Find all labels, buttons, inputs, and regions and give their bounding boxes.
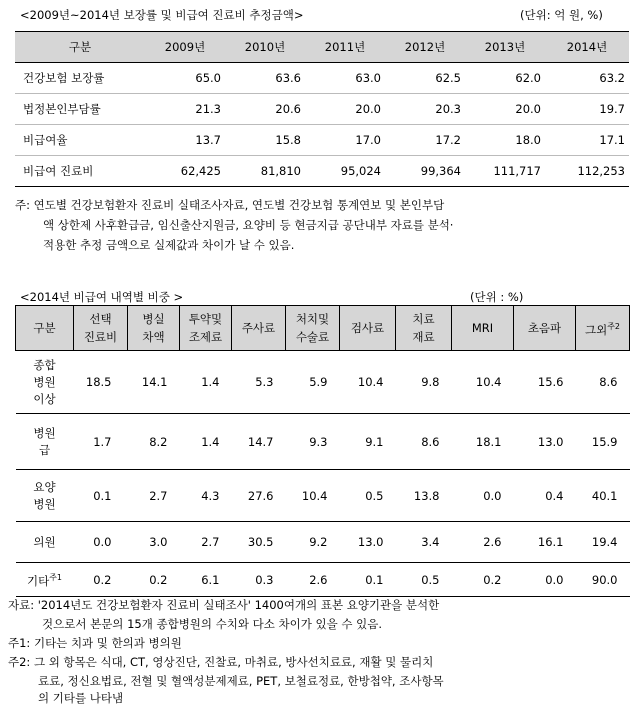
header-cell: 2010년 [225, 32, 305, 63]
header-cell [180, 306, 232, 351]
cell: 5.9 [286, 351, 340, 414]
cell: 20.3 [385, 94, 465, 125]
header-line: 그외 [584, 322, 608, 337]
label-line: 병원 [33, 374, 56, 389]
cell: 0.3 [232, 563, 286, 597]
cell: 13.0 [514, 414, 576, 470]
header-line: 검사료 [350, 321, 385, 335]
cell: 0.2 [74, 563, 128, 597]
header-cell: 구분 [15, 32, 145, 63]
table2-title: <2014년 비급여 내역별 비중 > [20, 290, 184, 304]
cell: 65.0 [145, 63, 225, 94]
header-line: 진료비 [83, 330, 118, 344]
table2-unit: (단위 : %) [470, 290, 524, 304]
header-cell [452, 306, 514, 351]
cell: 10.4 [286, 470, 340, 522]
cell: 2.7 [180, 522, 232, 563]
cell: 19.4 [576, 522, 630, 563]
cell: 18.5 [74, 351, 128, 414]
cell: 20.6 [225, 94, 305, 125]
cell: 95,024 [305, 156, 385, 187]
cell: 8.2 [128, 414, 180, 470]
cell: 0.2 [128, 563, 180, 597]
cell: 1.4 [180, 414, 232, 470]
header-cell: 2011년 [305, 32, 385, 63]
header-line: 구분 [33, 321, 56, 335]
row-label: 비급여 진료비 [15, 156, 145, 187]
header-line: 투약및 [188, 312, 223, 326]
cell: 16.1 [514, 522, 576, 563]
row-label [16, 351, 74, 414]
cell: 18.1 [452, 414, 514, 470]
cell: 15.8 [225, 125, 305, 156]
cell: 14.7 [232, 414, 286, 470]
cell: 1.7 [74, 414, 128, 470]
table2-note-line: 의 기타를 나타냄 [38, 691, 124, 705]
cell: 9.1 [340, 414, 396, 470]
table-row [15, 94, 629, 125]
cell: 15.9 [576, 414, 630, 470]
cell: 81,810 [225, 156, 305, 187]
cell: 112,253 [545, 156, 629, 187]
table1-note-line: 적용한 추정 금액으로 실제값과 차이가 날 수 있음. [43, 238, 295, 252]
label-line: 요양 [33, 479, 56, 494]
cell: 30.5 [232, 522, 286, 563]
header-cell [576, 306, 630, 351]
table1-note-line: 액 상한제 사후환급금, 임신출산지원금, 요양비 등 현금지급 공단내부 자료를 분석· [43, 218, 454, 232]
cell: 27.6 [232, 470, 286, 522]
row-label [16, 470, 74, 522]
cell: 19.7 [545, 94, 629, 125]
table2-note-line: 주2: 그 외 항목은 식대, CT, 영상진단, 진찰료, 마취료, 방사선치료료, 재활 및 물리치 [8, 655, 434, 669]
header-cell [286, 306, 340, 351]
header-cell: 2012년 [385, 32, 465, 63]
cell: 18.0 [465, 125, 545, 156]
row-label: 의원 [16, 522, 74, 563]
cell: 17.2 [385, 125, 465, 156]
row-label [16, 563, 74, 597]
cell: 21.3 [145, 94, 225, 125]
header-cell [340, 306, 396, 351]
cell: 63.6 [225, 63, 305, 94]
table1-unit: (단위: 억 원, %) [520, 8, 603, 22]
table-row [15, 63, 629, 94]
cell: 4.3 [180, 470, 232, 522]
cell: 90.0 [576, 563, 630, 597]
table-row [16, 351, 630, 414]
cell: 20.0 [305, 94, 385, 125]
cell: 6.1 [180, 563, 232, 597]
header-cell: 2009년 [145, 32, 225, 63]
cell: 3.4 [396, 522, 452, 563]
cell: 10.4 [340, 351, 396, 414]
cell: 5.3 [232, 351, 286, 414]
cell: 0.1 [74, 470, 128, 522]
header-cell [74, 306, 128, 351]
table1-header-row [15, 32, 629, 63]
cell: 2.6 [452, 522, 514, 563]
table2-note-line: 주1: 기타는 치과 및 한의과 병의원 [8, 636, 182, 650]
label-line: 병원 [33, 425, 56, 440]
cell: 40.1 [576, 470, 630, 522]
cell: 13.7 [145, 125, 225, 156]
cell: 62.0 [465, 63, 545, 94]
cell: 0.1 [340, 563, 396, 597]
header-cell [396, 306, 452, 351]
table2-note-line: 것으로서 본문의 15개 종합병원의 수치와 다소 차이가 있을 수 있음. [42, 617, 383, 631]
cell: 13.8 [396, 470, 452, 522]
cell: 63.0 [305, 63, 385, 94]
cell: 2.6 [286, 563, 340, 597]
cell: 14.1 [128, 351, 180, 414]
label-line: 이상 [33, 391, 56, 406]
footnote-mark: 주2 [607, 321, 621, 331]
cell: 99,364 [385, 156, 465, 187]
cell: 0.5 [340, 470, 396, 522]
header-line: 수술료 [295, 330, 330, 344]
header-line: 병실 [142, 312, 165, 326]
header-cell [16, 306, 74, 351]
header-line: MRI [471, 321, 494, 335]
table-row [16, 414, 630, 470]
footnote-mark: 주1 [49, 573, 63, 583]
header-line: 차액 [142, 330, 165, 344]
row-label: 법정본인부담률 [15, 94, 145, 125]
cell: 8.6 [396, 414, 452, 470]
row-label [16, 414, 74, 470]
label-line: 급 [38, 442, 51, 457]
cell: 10.4 [452, 351, 514, 414]
table2-note-line: 료료, 정신요법료, 전혈 및 혈액성분제제료, PET, 보철료정료, 한방첩약, 조사항목 [38, 674, 444, 688]
header-cell: 2013년 [465, 32, 545, 63]
table2-note-line: 자료: '2014년도 건강보험환자 진료비 실태조사' 1400여개의 표본 요양기관을 분석한 [8, 598, 440, 612]
cell: 17.0 [305, 125, 385, 156]
cell: 0.0 [74, 522, 128, 563]
header-cell [128, 306, 180, 351]
cell: 0.0 [514, 563, 576, 597]
cell: 62,425 [145, 156, 225, 187]
cell: 0.0 [452, 470, 514, 522]
header-line: 조제료 [188, 330, 223, 344]
cell: 17.1 [545, 125, 629, 156]
header-line: 주사료 [241, 321, 276, 335]
cell: 2.7 [128, 470, 180, 522]
cell: 62.5 [385, 63, 465, 94]
header-line: 재료 [412, 330, 435, 344]
header-line: 선택 [89, 312, 112, 326]
cell: 0.4 [514, 470, 576, 522]
table-row [15, 156, 629, 187]
cell: 20.0 [465, 94, 545, 125]
row-label: 건강보험 보장률 [15, 63, 145, 94]
header-cell: 2014년 [545, 32, 629, 63]
cell: 9.3 [286, 414, 340, 470]
cell: 15.6 [514, 351, 576, 414]
label-line: 종합 [33, 357, 56, 372]
table-row [16, 563, 630, 597]
table1-note-line: 주: 연도별 건강보험환자 진료비 실태조사자료, 연도별 건강보험 통계연보 및 본인부담 [15, 198, 445, 212]
header-line: 치료 [412, 312, 435, 326]
cell: 0.2 [452, 563, 514, 597]
header-cell [232, 306, 286, 351]
table1-title: <2009년~2014년 보장률 및 비급여 진료비 추정금액> [20, 8, 304, 22]
cell: 111,717 [465, 156, 545, 187]
coverage-table [15, 31, 629, 187]
label-line: 병원 [33, 496, 56, 511]
cell: 8.6 [576, 351, 630, 414]
cell: 13.0 [340, 522, 396, 563]
cell: 3.0 [128, 522, 180, 563]
table-row [16, 470, 630, 522]
table-row [15, 125, 629, 156]
header-line: 처치및 [295, 312, 330, 326]
table2-header-row [16, 306, 630, 351]
row-label: 비급여율 [15, 125, 145, 156]
cell: 0.5 [396, 563, 452, 597]
header-line: 초음파 [527, 321, 562, 335]
table-row [16, 522, 630, 563]
cell: 9.8 [396, 351, 452, 414]
cell: 9.2 [286, 522, 340, 563]
cell: 1.4 [180, 351, 232, 414]
cell: 63.2 [545, 63, 629, 94]
header-cell [514, 306, 576, 351]
label-line: 기타 [26, 573, 50, 588]
noncovered-breakdown-table [15, 305, 630, 597]
